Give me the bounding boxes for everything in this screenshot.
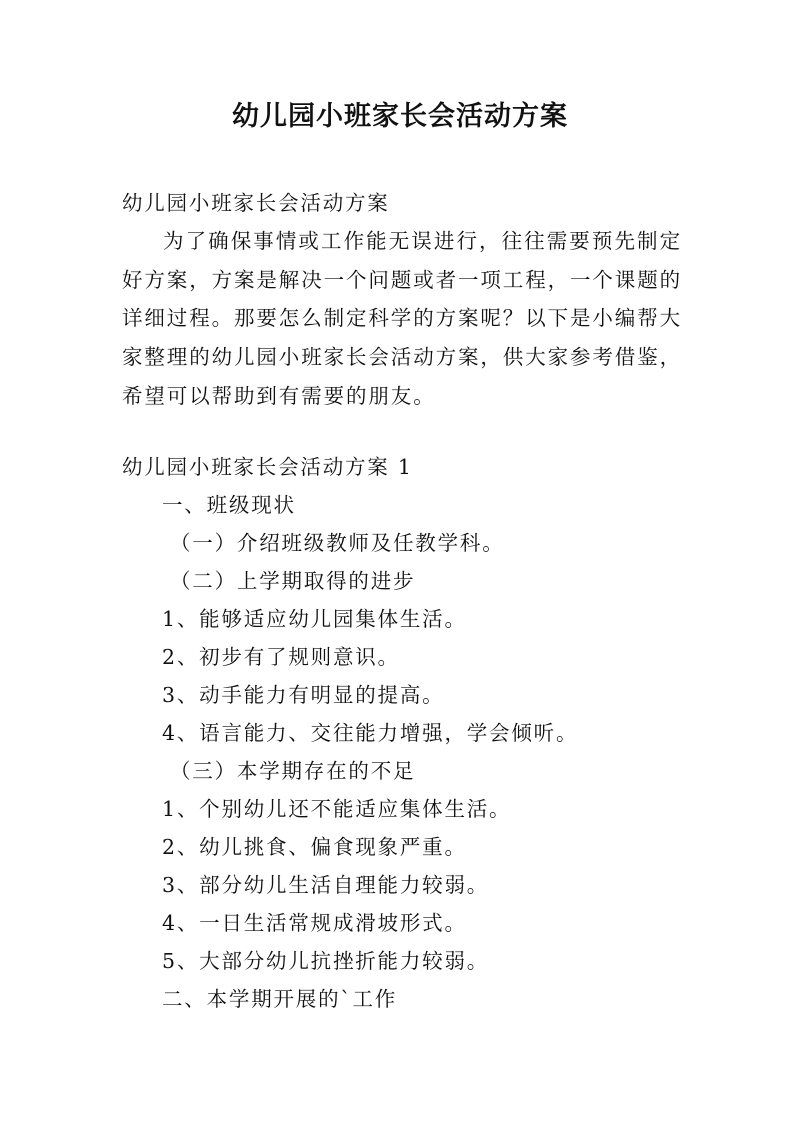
subheading-shortcomings: （三）本学期存在的不足: [170, 759, 416, 783]
list-item: 1、个别幼儿还不能适应集体生活。: [162, 797, 512, 821]
list-item: 4、一日生活常规成滑坡形式。: [162, 911, 467, 935]
document-subtitle: 幼儿园小班家长会活动方案: [122, 191, 390, 215]
list-item: 5、大部分幼儿抗挫折能力较弱。: [162, 949, 490, 973]
heading-class-status: 一、班级现状: [162, 493, 296, 517]
list-item: 2、初步有了规则意识。: [162, 645, 400, 669]
list-item: 1、能够适应幼儿园集体生活。: [162, 607, 467, 631]
list-item: 2、幼儿挑食、偏食现象严重。: [162, 835, 467, 859]
section-title: 幼儿园小班家长会活动方案 1: [122, 455, 413, 479]
intro-paragraph: 为了确保事情或工作能无误进行，往往需要预先制定好方案，方案是解决一个问题或者一项工程，一个课题的详细过程。那要怎么制定科学的方案呢？以下是小编帮大家整理的幼儿园小班家长会活动方案，供大家参考借鉴，希望可以帮助到有需要的朋友。: [122, 229, 682, 408]
document-title: 幼儿园小班家长会活动方案: [232, 101, 568, 132]
list-item: 4、语言能力、交往能力增强，学会倾听。: [162, 721, 579, 745]
list-item: 3、动手能力有明显的提高。: [162, 683, 445, 707]
heading-semester-work: 二、本学期开展的`工作: [162, 987, 398, 1011]
list-item: 3、部分幼儿生活自理能力较弱。: [162, 873, 490, 897]
subheading-teachers: （一）介绍班级教师及任教学科。: [170, 531, 505, 555]
subheading-progress: （二）上学期取得的进步: [170, 569, 416, 593]
